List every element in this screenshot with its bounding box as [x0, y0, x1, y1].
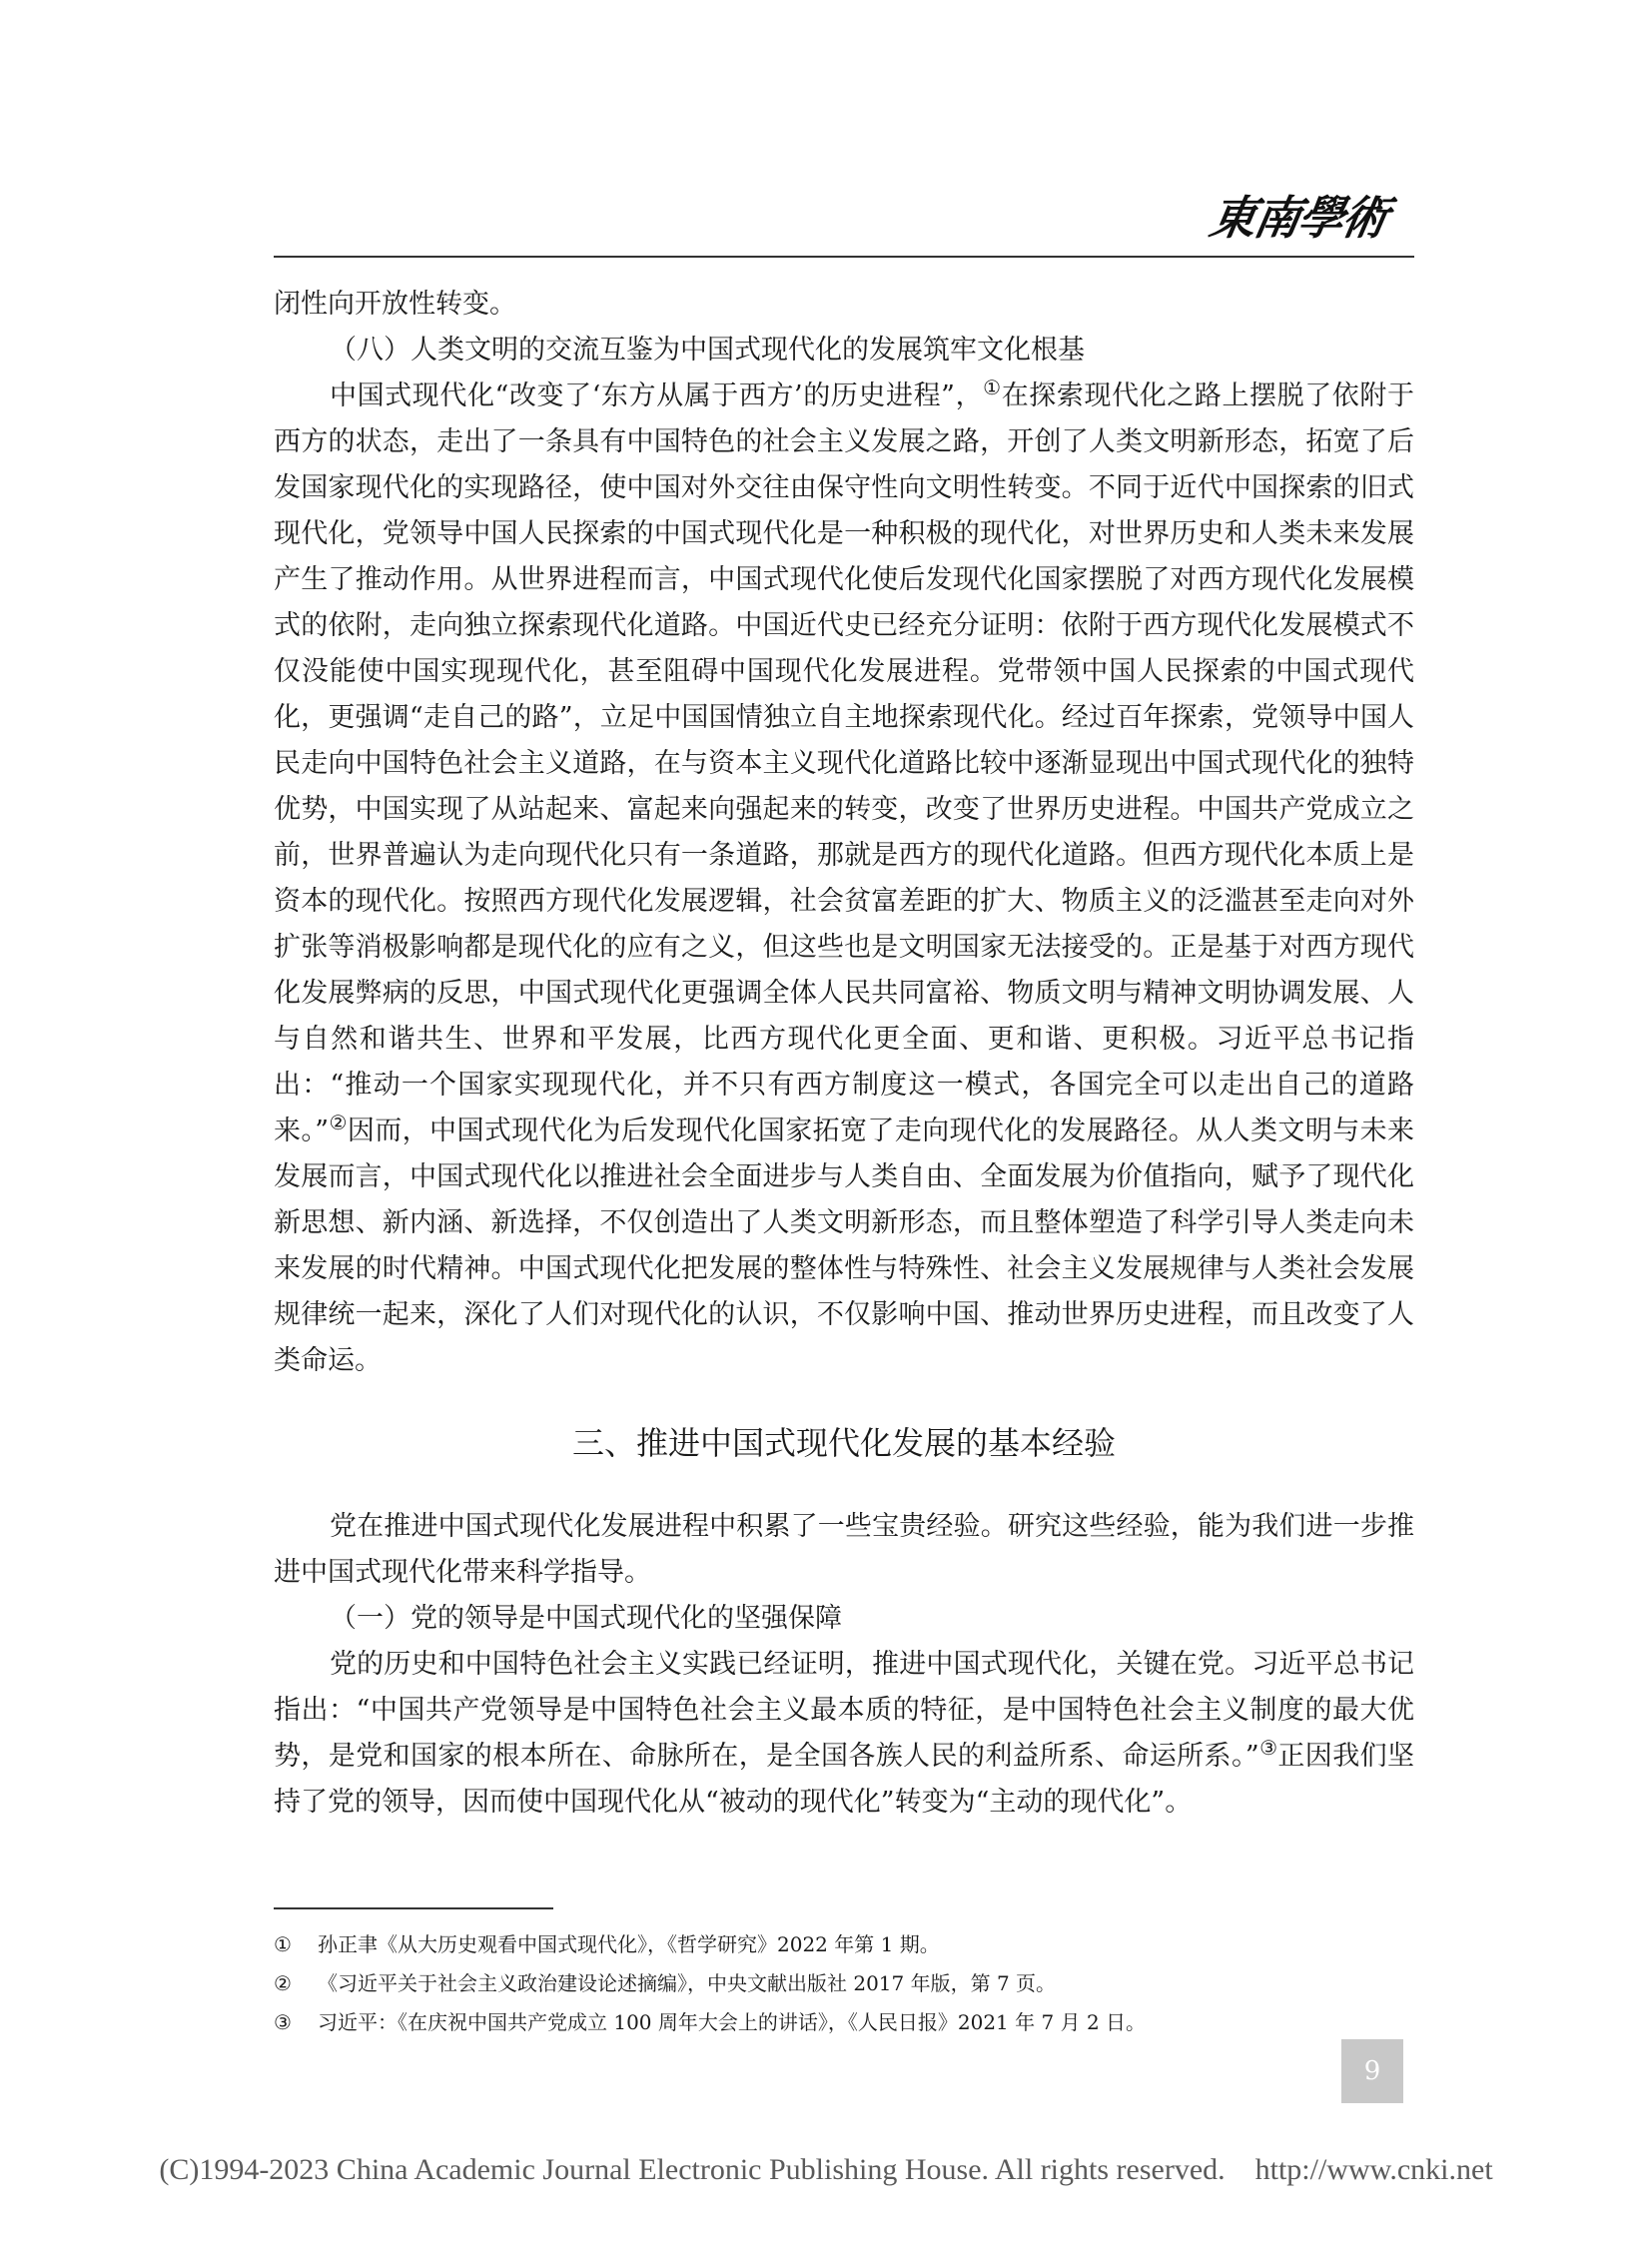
copyright-notice: (C)1994-2023 China Academic Journal Electronic Publishing House. All rights reserved. http://www.cnki.net	[159, 2153, 1493, 2186]
footnote-rule	[274, 1907, 553, 1909]
paragraph-text: 正因我们坚持了党的领导，因而使中国现代化从“被动的现代化”转变为“主动的现代化”。	[274, 1741, 1415, 1818]
footnote-mark: ③	[274, 2010, 292, 2034]
footnote-mark: ②	[274, 1971, 292, 1995]
page-number: 9	[1341, 2039, 1403, 2103]
paragraph-continuation: 闭性向开放性转变。	[274, 289, 516, 320]
footnote	[274, 2003, 1414, 2042]
footnote-text: 孙正聿《从大历史观看中国式现代化》，《哲学研究》2022 年第 1 期。	[318, 1932, 940, 1956]
section-heading: 三、推进中国式现代化发展的基本经验	[571, 1424, 1116, 1462]
paragraph-civilization	[274, 374, 1414, 1384]
subheading-eight: （八）人类文明的交流互鉴为中国式现代化的发展筑牢文化根基	[330, 335, 1085, 366]
footnote-ref-2[interactable]: ②	[329, 1111, 348, 1134]
footnote-ref-1[interactable]: ①	[983, 375, 1002, 399]
paragraph-party-leadership	[274, 1642, 1414, 1826]
journal-logo: 東南學術	[1206, 191, 1391, 245]
footnote-mark: ①	[274, 1932, 292, 1956]
footnote-text: 《习近平关于社会主义政治建设论述摘编》，中央文献出版社 2017 年版，第 7 页。	[318, 1971, 1057, 1995]
footnote-ref-3[interactable]: ③	[1258, 1736, 1278, 1760]
paragraph-text: 因而，中国式现代化为后发现代化国家拓宽了走向现代化的发展路径。从人类文明与未来发展而言，中国式现代化以推进社会全面进步与人类自由、全面发展为价值指向，赋予了现代化新思想、新内涵、新选择，不仅创造出了人类文明新形态，而且整体塑造了科学引导人类走向未来发展的时代精神。中国式现代化把发展的整体性与特殊性、社会主义发展规律与人类社会发展规律统一起来，深化了人们对现代化的认识，不仅影响中国、推动世界历史进程，而且改变了人类命运。	[274, 1116, 1414, 1376]
paragraph-text: 在探索现代化之路上摆脱了依附于西方的状态，走出了一条具有中国特色的社会主义发展之路，开创了人类文明新形态，拓宽了后发国家现代化的实现路径，使中国对外交往由保守性向文明性转变。不同于近代中国探索的旧式现代化，党领导中国人民探索的中国式现代化是一种积极的现代化，对世界历史和人类未来发展产生了推动作用。从世界进程而言，中国式现代化使后发现代化国家摆脱了对西方现代化发展模式的依附，走向独立探索现代化道路。中国近代史已经充分证明：依附于西方现代化发展模式不仅没能使中国实现现代化，甚至阻碍中国现代化发展进程。党带领中国人民探索的中国式现代化，更强调“走自己的路”，立足中国国情独立自主地探索现代化。经过百年探索，党领导中国人民走向中国特色社会主义道路，在与资本主义现代化道路比较中逐渐显现出中国式现代化的独特优势，中国实现了从站起来、富起来向强起来的转变，改变了世界历史进程。中国共产党成立之前，世界普遍认为走向现代化只有一条道路，那就是西方的现代化道路。但西方现代化本质上是资本的现代化。按照西方现代化发展逻辑，社会贫富差距的扩大、物质主义的泛滥甚至走向对外扩张等消极影响都是现代化的应有之义，但这些也是文明国家无法接受的。正是基于对西方现代化发展弊病的反思，中国式现代化更强调全体人民共同富裕、物质文明与精神文明协调发展、人与自然和谐共生、世界和平发展，比西方现代化更全面、更和谐、更积极。习近平总书记指出：“推动一个国家实现现代化，并不只有西方制度这一模式，各国完全可以走出自己的道路来。”	[274, 380, 1414, 1146]
footnote-text: 习近平：《在庆祝中国共产党成立 100 周年大会上的讲话》，《人民日报》2021 年 7 月 2 日。	[318, 2010, 1147, 2034]
header-rule	[274, 256, 1414, 258]
paragraph-experience-intro: 党在推进中国式现代化发展进程中积累了一些宝贵经验。研究这些经验，能为我们进一步推进中国式现代化带来科学指导。	[274, 1511, 1414, 1588]
subheading-one: （一）党的领导是中国式现代化的坚强保障	[330, 1603, 842, 1634]
paragraph-text: 中国式现代化“改变了‘东方从属于西方’的历史进程”，	[330, 380, 984, 411]
footnotes	[274, 1925, 1414, 2042]
footnote	[274, 1964, 1414, 2003]
footnote	[274, 1925, 1414, 1964]
paragraph-text: 党的历史和中国特色社会主义实践已经证明，推进中国式现代化，关键在党。习近平总书记指出：“中国共产党领导是中国特色社会主义最本质的特征，是中国特色社会主义制度的最大优势，是党和国家的根本所在、命脉所在，是全国各族人民的利益所系、命运所系。”	[274, 1649, 1414, 1772]
article-body	[274, 282, 1414, 1826]
